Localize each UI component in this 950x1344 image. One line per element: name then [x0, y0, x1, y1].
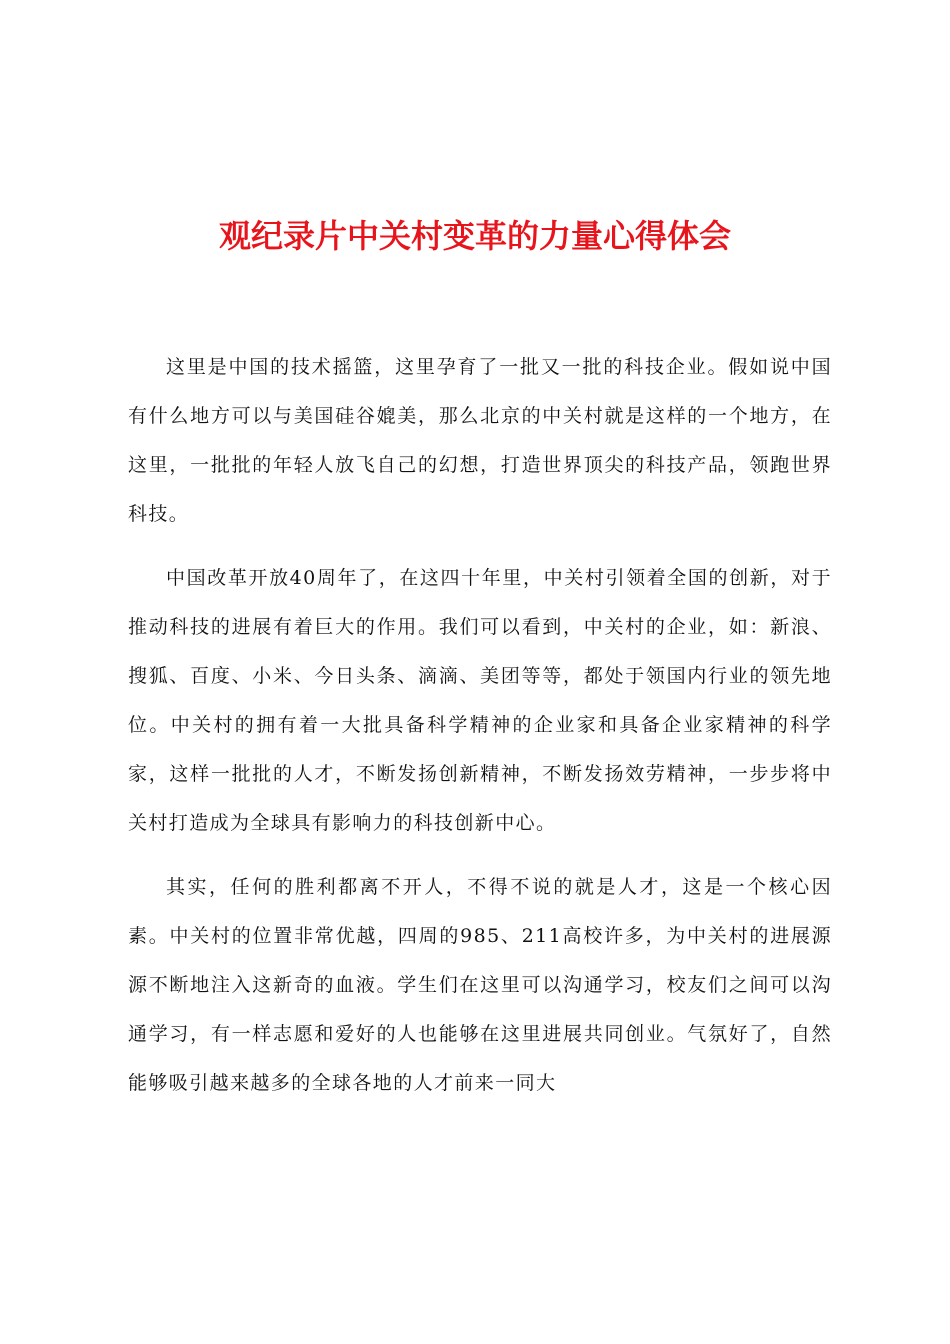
- paragraph: 这里是中国的技术摇篮，这里孕育了一批又一批的科技企业。假如说中国有什么地方可以与美国硅谷媲美，那么北京的中关村就是这样的一个地方，在这里，一批批的年轻人放飞自己的幻想，打造世界顶尖的科技产品，领跑世界科技。: [128, 356, 832, 525]
- paragraph: 其实，任何的胜利都离不开人，不得不说的就是人才，这是一个核心因素。中关村的位置非常优越，四周的985、211高校许多，为中关村的进展源源不断地注入这新奇的血液。学生们在这里可以沟通学习，校友们之间可以沟通学习，有一样志愿和爱好的人也能够在这里进展共同创业。气氛好了，自然能够吸引越来越多的全球各地的人才前来一同大: [128, 876, 832, 1094]
- paragraph: 中国改革开放40周年了，在这四十年里，中关村引领着全国的创新，对于推动科技的进展有着巨大的作用。我们可以看到，中关村的企业，如：新浪、搜狐、百度、小米、今日头条、滴滴、美团等等，都处于领国内行业的领先地位。中关村的拥有着一大批具备科学精神的企业家和具备企业家精神的科学家，这样一批批的人才，不断发扬创新精神，不断发扬效劳精神，一步步将中关村打造成为全球具有影响力的科技创新中心。: [128, 567, 832, 834]
- document-title: 观纪录片中关村变革的力量心得体会: [218, 217, 731, 255]
- document-body: [128, 343, 832, 1123]
